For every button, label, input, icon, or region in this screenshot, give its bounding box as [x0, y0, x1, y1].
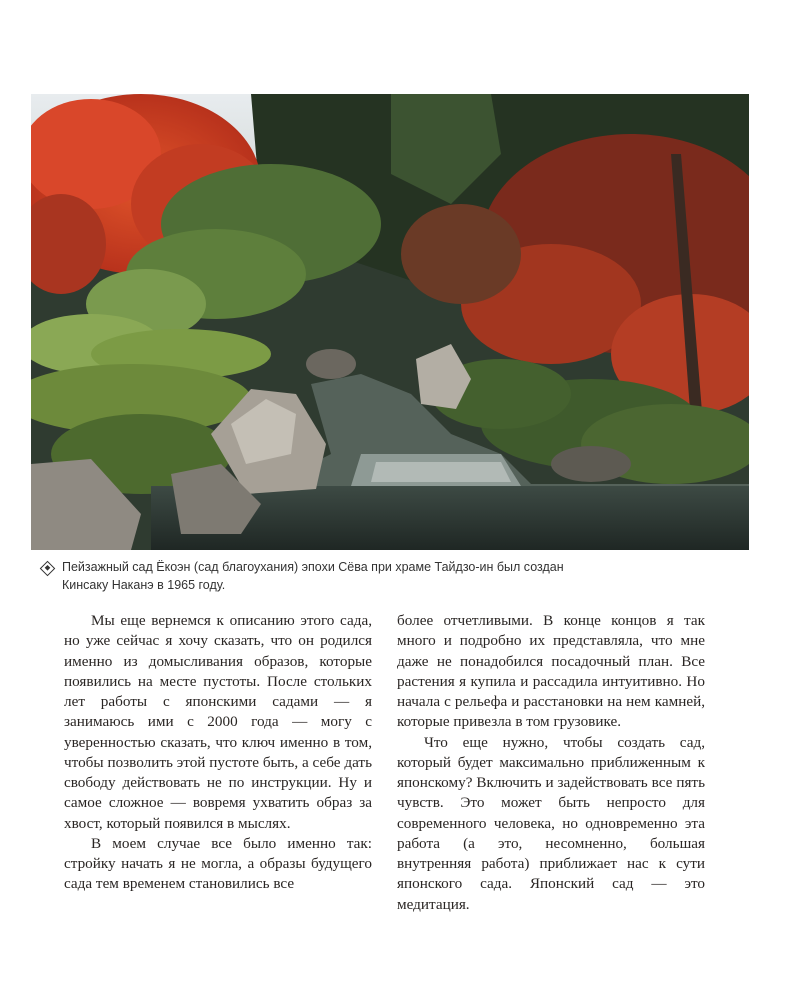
garden-photo [31, 94, 749, 550]
caption-line-2: Кинсаку Наканэ в 1965 году. [62, 578, 226, 592]
right-column [397, 611, 705, 915]
diamond-bullet-icon [40, 561, 56, 577]
left-paragraph-2: В моем случае все было именно так: стройку начать я не могла, а образы будущего сада тем временем становились все [64, 834, 372, 893]
caption-line-1: Пейзажный сад Ёкоэн (сад благоухания) эпохи Сёва при храме Тайдзо-ин был создан [62, 560, 564, 574]
photo-caption [62, 558, 682, 594]
left-paragraph-1: Мы еще вернемся к описанию этого сада, но уже сейчас я хочу сказать, что он родился именно из домысливания образов, которые появились на месте пустоты. После стольких лет работы с японскими садами — я занимаюсь ими с 2000 года — могу с уверенностью сказать, что ключ именно в том, чтобы позволить этой пустоте быть, а себе дать свободу действовать не по инструкции. Ну и самое сложное — вовремя ухватить образ за хвост, который появился в мыслях. [64, 612, 372, 832]
left-column [64, 611, 372, 895]
right-paragraph-2: Что еще нужно, чтобы создать сад, который будет максимально приближенным к японскому? Включить и задействовать все пять чувств. Это может быть непросто для современного человека, но одновременно эта работа (а это, несомненно, большая внутренняя работа) приближает нас к сути японского сада. Японский сад — это медитация. [397, 733, 705, 913]
garden-photo-illustration [31, 94, 749, 550]
right-paragraph-1: более отчетливыми. В конце концов я так много и подробно их представляла, что мне даже не понадобился посадочный план. Все растения я купила и рассадила интуитивно. Но начала с рельефа и расстановки на нем камней, которые привезла в том грузовике. [397, 612, 705, 731]
